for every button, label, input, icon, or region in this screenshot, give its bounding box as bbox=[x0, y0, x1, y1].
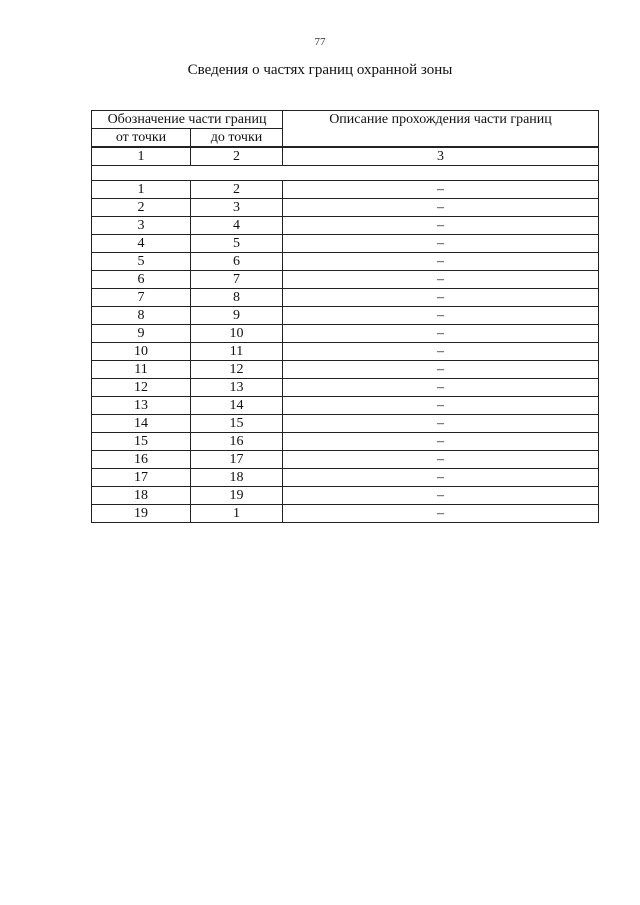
description-cell: – bbox=[283, 397, 599, 415]
to-point-cell: 11 bbox=[191, 343, 283, 361]
description-cell: – bbox=[283, 181, 599, 199]
description-cell: – bbox=[283, 451, 599, 469]
description-cell: – bbox=[283, 235, 599, 253]
to-point-cell: 1 bbox=[191, 505, 283, 523]
boundary-table bbox=[91, 110, 599, 523]
to-point-cell: 4 bbox=[191, 217, 283, 235]
table-row bbox=[92, 451, 599, 469]
table-row bbox=[92, 289, 599, 307]
from-point-cell: 6 bbox=[92, 271, 191, 289]
column-number: 3 bbox=[283, 147, 599, 166]
section-row bbox=[92, 166, 599, 181]
from-point-cell: 5 bbox=[92, 253, 191, 271]
description-cell: – bbox=[283, 217, 599, 235]
description-cell: – bbox=[283, 487, 599, 505]
table-row bbox=[92, 181, 599, 199]
to-point-cell: 8 bbox=[191, 289, 283, 307]
table-row bbox=[92, 505, 599, 523]
description-cell: – bbox=[283, 325, 599, 343]
description-cell: – bbox=[283, 289, 599, 307]
description-cell: – bbox=[283, 361, 599, 379]
from-point-cell: 9 bbox=[92, 325, 191, 343]
to-point-cell: 15 bbox=[191, 415, 283, 433]
table-row bbox=[92, 415, 599, 433]
table-row bbox=[92, 379, 599, 397]
table-row bbox=[92, 253, 599, 271]
from-point-cell: 4 bbox=[92, 235, 191, 253]
from-point-cell: 2 bbox=[92, 199, 191, 217]
to-point-cell: 12 bbox=[191, 361, 283, 379]
from-point-cell: 14 bbox=[92, 415, 191, 433]
to-point-cell: 10 bbox=[191, 325, 283, 343]
to-point-cell: 5 bbox=[191, 235, 283, 253]
from-point-cell: 16 bbox=[92, 451, 191, 469]
header-description: Описание прохождения части границ bbox=[283, 111, 599, 148]
from-point-cell: 3 bbox=[92, 217, 191, 235]
to-point-cell: 13 bbox=[191, 379, 283, 397]
from-point-cell: 17 bbox=[92, 469, 191, 487]
table-row bbox=[92, 307, 599, 325]
description-cell: – bbox=[283, 505, 599, 523]
column-number: 2 bbox=[191, 147, 283, 166]
to-point-cell: 6 bbox=[191, 253, 283, 271]
description-cell: – bbox=[283, 379, 599, 397]
table-row bbox=[92, 397, 599, 415]
from-point-cell: 13 bbox=[92, 397, 191, 415]
to-point-cell: 7 bbox=[191, 271, 283, 289]
table-row bbox=[92, 433, 599, 451]
table-row bbox=[92, 361, 599, 379]
to-point-cell: 3 bbox=[191, 199, 283, 217]
table-row bbox=[92, 343, 599, 361]
column-number: 1 bbox=[92, 147, 191, 166]
table-row bbox=[92, 217, 599, 235]
section-cell bbox=[92, 166, 599, 181]
table-row bbox=[92, 235, 599, 253]
description-cell: – bbox=[283, 253, 599, 271]
page-title: Сведения о частях границ охранной зоны bbox=[187, 62, 453, 78]
header-boundary-part: Обозначение части границ bbox=[92, 111, 283, 129]
description-cell: – bbox=[283, 199, 599, 217]
description-cell: – bbox=[283, 433, 599, 451]
to-point-cell: 19 bbox=[191, 487, 283, 505]
to-point-cell: 9 bbox=[191, 307, 283, 325]
from-point-cell: 10 bbox=[92, 343, 191, 361]
from-point-cell: 12 bbox=[92, 379, 191, 397]
to-point-cell: 17 bbox=[191, 451, 283, 469]
to-point-cell: 16 bbox=[191, 433, 283, 451]
to-point-cell: 18 bbox=[191, 469, 283, 487]
from-point-cell: 15 bbox=[92, 433, 191, 451]
header-to-point: до точки bbox=[191, 129, 283, 148]
to-point-cell: 2 bbox=[191, 181, 283, 199]
from-point-cell: 18 bbox=[92, 487, 191, 505]
from-point-cell: 1 bbox=[92, 181, 191, 199]
table-row bbox=[92, 325, 599, 343]
description-cell: – bbox=[283, 271, 599, 289]
from-point-cell: 19 bbox=[92, 505, 191, 523]
table-row bbox=[92, 469, 599, 487]
description-cell: – bbox=[283, 415, 599, 433]
from-point-cell: 8 bbox=[92, 307, 191, 325]
table-row bbox=[92, 487, 599, 505]
from-point-cell: 11 bbox=[92, 361, 191, 379]
description-cell: – bbox=[283, 343, 599, 361]
table-row bbox=[92, 199, 599, 217]
page-number: 77 bbox=[314, 36, 326, 48]
from-point-cell: 7 bbox=[92, 289, 191, 307]
description-cell: – bbox=[283, 307, 599, 325]
description-cell: – bbox=[283, 469, 599, 487]
table-row bbox=[92, 271, 599, 289]
header-from-point: от точки bbox=[92, 129, 191, 148]
to-point-cell: 14 bbox=[191, 397, 283, 415]
